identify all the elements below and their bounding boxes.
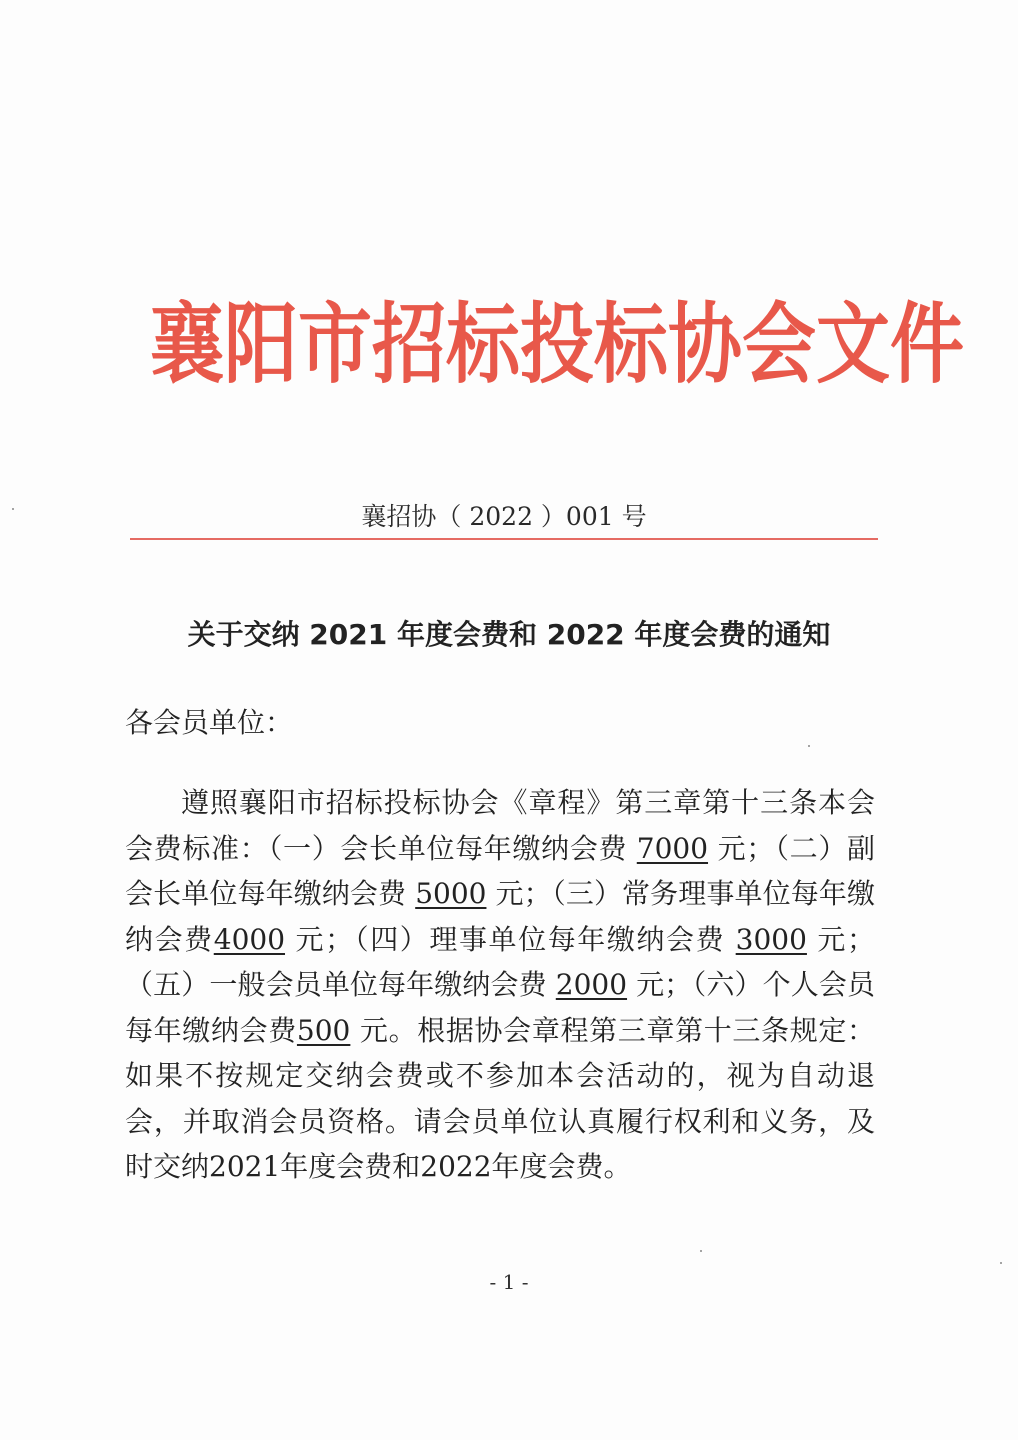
body-paragraph bbox=[125, 780, 875, 1190]
body-text-1: 遵照襄阳市招标投标协会《章程》第三章第十三条本会会费标准：（一）会长单位每年缴纳会费 bbox=[125, 786, 875, 865]
scan-speck bbox=[12, 508, 14, 510]
body-text-7: 元。根据协会章程第三章第十三条规定：如果不按规定交纳会费或不参加本会活动的，视为自动退会，并取消会员资格。请会员单位认真履行权利和义务，及时交纳2021年度会费和2022年度会费。 bbox=[125, 1013, 875, 1183]
fee-executive-director: 4000 bbox=[213, 922, 286, 956]
document-number: 襄招协（ 2022 ）001 号 bbox=[361, 502, 647, 531]
salutation: 各会员单位： bbox=[125, 706, 294, 739]
header-red-rule bbox=[130, 538, 878, 540]
notice-title: 关于交纳 2021 年度会费和 2022 年度会费的通知 bbox=[187, 618, 831, 651]
page-number: - 1 - bbox=[489, 1270, 529, 1294]
body-text-5: 元；（五）一般会员单位每年缴纳会费 bbox=[125, 922, 875, 1001]
organization-file-header: 襄阳市招标投标协会文件 bbox=[150, 294, 964, 396]
body-text-3: 元；（三）常务理事单位每年缴纳会费 bbox=[125, 877, 875, 956]
fee-vice-president: 5000 bbox=[415, 877, 487, 910]
fee-president: 7000 bbox=[636, 831, 709, 865]
scan-speck bbox=[700, 1250, 702, 1252]
scan-speck bbox=[808, 745, 810, 747]
fee-director: 3000 bbox=[735, 922, 807, 956]
body-text-2: 元；（二）副会长单位每年缴纳会费 bbox=[125, 831, 875, 910]
body-text-4: 元；（四）理事单位每年缴纳会费 bbox=[285, 922, 736, 956]
fee-general-member: 2000 bbox=[555, 968, 628, 1001]
scan-speck bbox=[1000, 1262, 1002, 1264]
body-text-6: 元；（六）个人会员每年缴纳会费 bbox=[125, 968, 876, 1047]
fee-individual-member: 500 bbox=[296, 1013, 351, 1047]
